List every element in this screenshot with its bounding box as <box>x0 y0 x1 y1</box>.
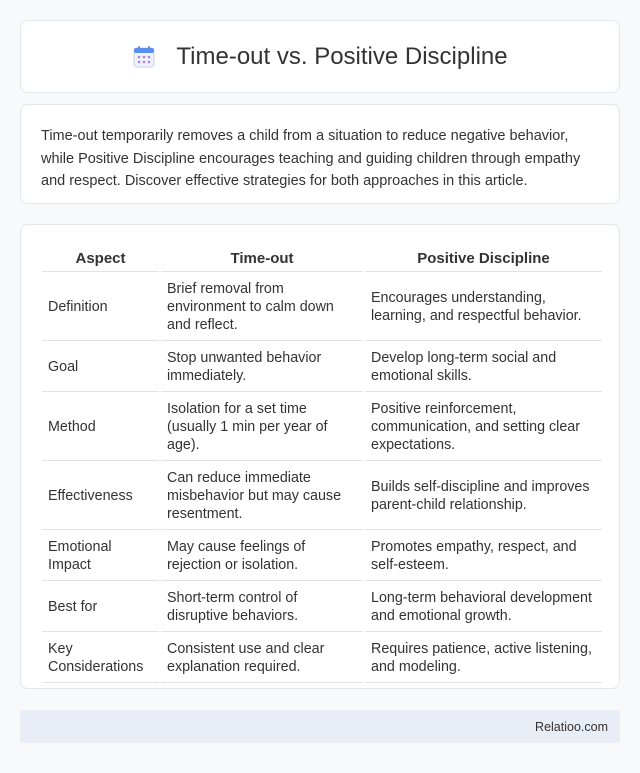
header-aspect: Aspect <box>42 245 159 272</box>
cell-positive: Long-term behavioral development and emotional growth. <box>365 583 602 632</box>
cell-timeout: Consistent use and clear explanation required. <box>161 634 363 683</box>
header-positive-discipline: Positive Discipline <box>365 245 602 272</box>
table-row <box>42 634 602 683</box>
intro-text: Time-out temporarily removes a child from a situation to reduce negative behavior, while Positive Discipline encourages teaching and guiding children through empathy and respect. Discover effective strategies for both approaches in this article. <box>41 128 581 189</box>
table-row <box>42 583 602 632</box>
cell-positive: Positive reinforcement, communication, and setting clear expectations. <box>365 394 602 461</box>
cell-aspect: Key Considerations <box>42 634 159 683</box>
cell-positive: Builds self-discipline and improves parent-child relationship. <box>365 463 602 530</box>
cell-aspect: Method <box>42 394 159 461</box>
comparison-table <box>40 243 604 685</box>
table-row <box>42 463 602 530</box>
table-row <box>42 343 602 392</box>
cell-timeout: Short-term control of disruptive behaviors. <box>161 583 363 632</box>
cell-aspect: Emotional Impact <box>42 532 159 581</box>
cell-aspect: Effectiveness <box>42 463 159 530</box>
cell-timeout: Stop unwanted behavior immediately. <box>161 343 363 392</box>
cell-positive: Encourages understanding, learning, and respectful behavior. <box>365 274 602 341</box>
table-row <box>42 394 602 461</box>
cell-aspect: Goal <box>42 343 159 392</box>
intro-card <box>20 104 620 204</box>
header-timeout: Time-out <box>161 245 363 272</box>
cell-timeout: Isolation for a set time (usually 1 min per year of age). <box>161 394 363 461</box>
footer <box>20 710 620 743</box>
comparison-table-card <box>20 224 620 689</box>
table-header-row <box>42 245 602 272</box>
page-title: Time-out vs. Positive Discipline <box>176 42 508 70</box>
cell-aspect: Definition <box>42 274 159 341</box>
header-card <box>20 20 620 93</box>
calendar-icon <box>132 45 156 69</box>
cell-positive: Promotes empathy, respect, and self-esteem. <box>365 532 602 581</box>
cell-timeout: May cause feelings of rejection or isolation. <box>161 532 363 581</box>
table-row <box>42 532 602 581</box>
cell-timeout: Can reduce immediate misbehavior but may cause resentment. <box>161 463 363 530</box>
table-row <box>42 274 602 341</box>
cell-timeout: Brief removal from environment to calm down and reflect. <box>161 274 363 341</box>
cell-positive: Develop long-term social and emotional skills. <box>365 343 602 392</box>
footer-site-link[interactable]: Relatioo.com <box>535 719 608 734</box>
cell-positive: Requires patience, active listening, and modeling. <box>365 634 602 683</box>
cell-aspect: Best for <box>42 583 159 632</box>
